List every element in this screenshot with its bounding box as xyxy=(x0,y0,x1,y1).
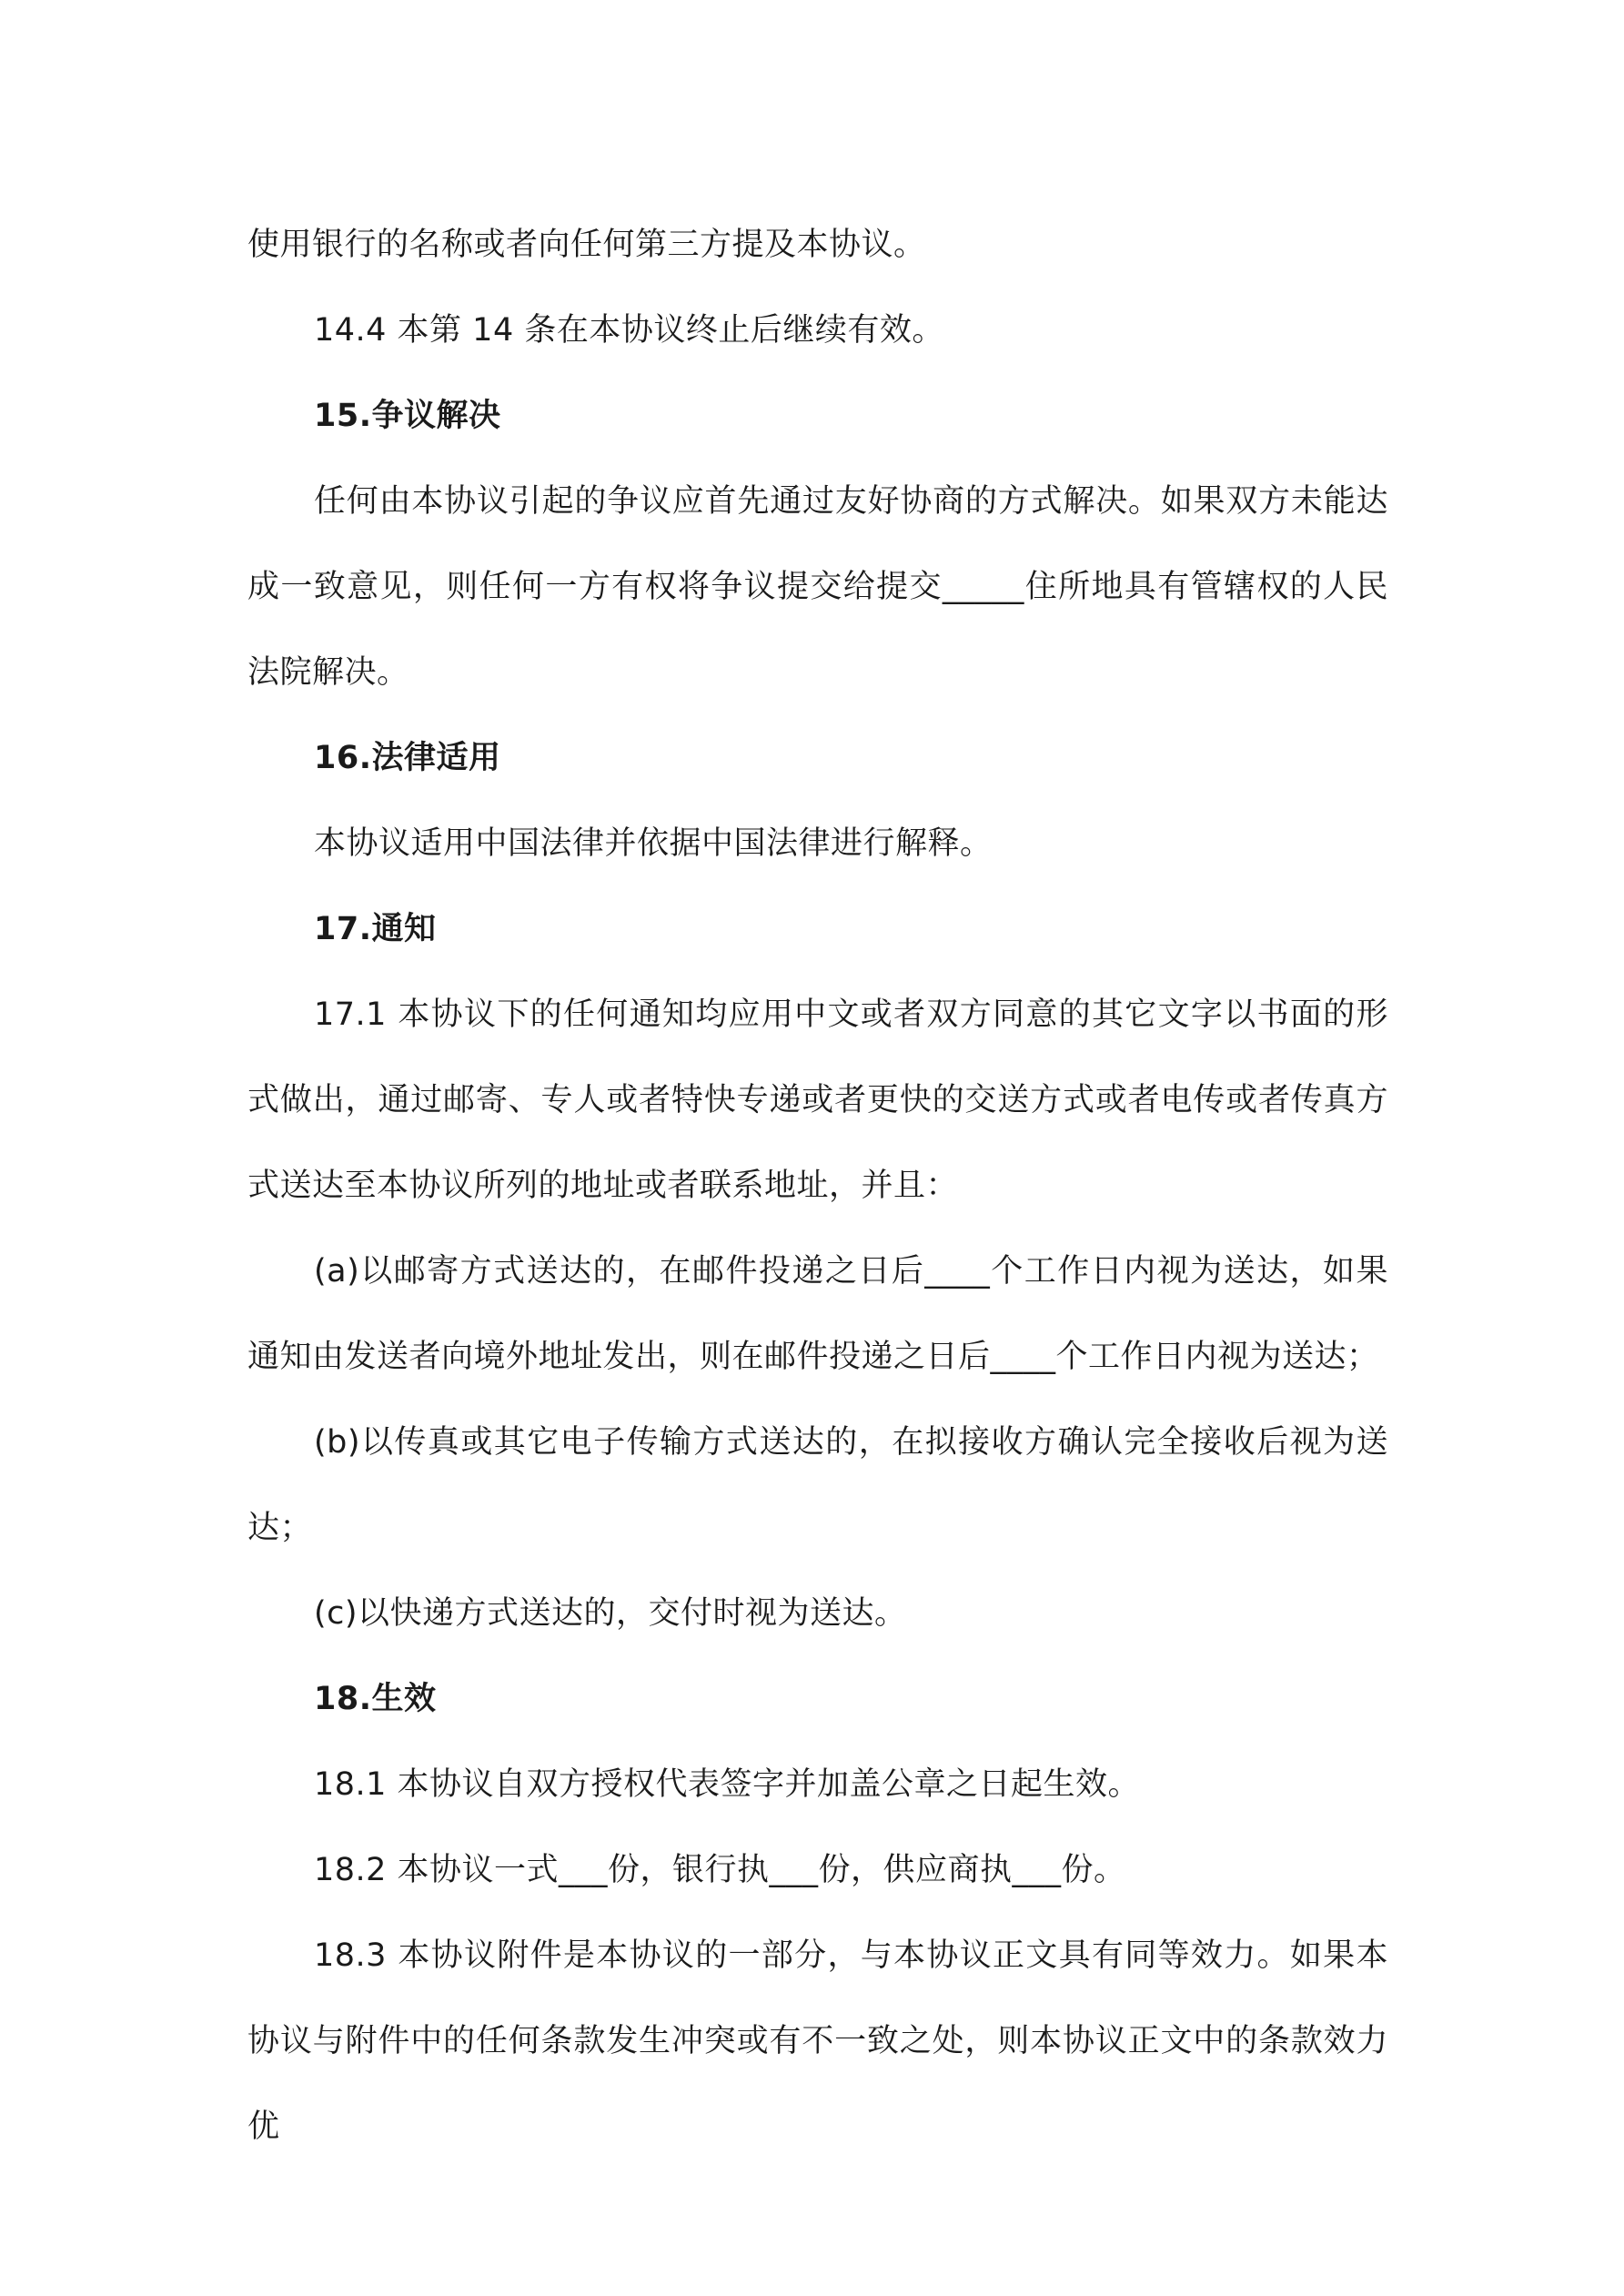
clause-17-1-a: (a)以邮寄方式送达的，在邮件投递之日后____个工作日内视为送达，如果通知由发送者向境外地址发出，则在邮件投递之日后____个工作日内视为送达； xyxy=(247,1253,1388,1375)
clause-18-2: 18.2 本协议一式___份，银行执___份，供应商执___份。 xyxy=(314,1852,1126,1888)
clause-18-1: 18.1 本协议自双方授权代表签字并加盖公章之日起生效。 xyxy=(314,1766,1141,1803)
paragraph-continuation: 使用银行的名称或者向任何第三方提及本协议。 xyxy=(247,227,926,263)
clause-17-1: 17.1 本协议下的任何通知均应用中文或者双方同意的其它文字以书面的形式做出，通过邮寄、专人或者特快专递或者更快的交送方式或者电传或者传真方式送达至本协议所列的地址或者联系地址，并且： xyxy=(247,996,1388,1204)
clause-14-4: 14.4 本第 14 条在本协议终止后继续有效。 xyxy=(314,312,944,349)
heading-15-dispute-resolution: 15.争议解决 xyxy=(314,398,501,434)
document-page xyxy=(247,202,1388,2170)
clause-17-1-b: (b)以传真或其它电子传输方式送达的，在拟接收方确认完全接收后视为送达； xyxy=(247,1424,1388,1546)
clause-15-body: 任何由本协议引起的争议应首先通过友好协商的方式解决。如果双方未能达成一致意见，则任何一方有权将争议提交给提交_____住所地具有管辖权的人民法院解决。 xyxy=(247,483,1388,691)
heading-18-effectiveness: 18.生效 xyxy=(314,1681,437,1717)
heading-16-governing-law: 16.法律适用 xyxy=(314,740,501,776)
clause-16-body: 本协议适用中国法律并依据中国法律进行解释。 xyxy=(314,825,993,862)
clause-17-1-c: (c)以快递方式送达的，交付时视为送达。 xyxy=(314,1595,907,1632)
clause-18-3: 18.3 本协议附件是本协议的一部分，与本协议正文具有同等效力。如果本协议与附件中的任何条款发生冲突或有不一致之处，则本协议正文中的条款效力优 xyxy=(247,1937,1388,2145)
heading-17-notice: 17.通知 xyxy=(314,911,437,947)
